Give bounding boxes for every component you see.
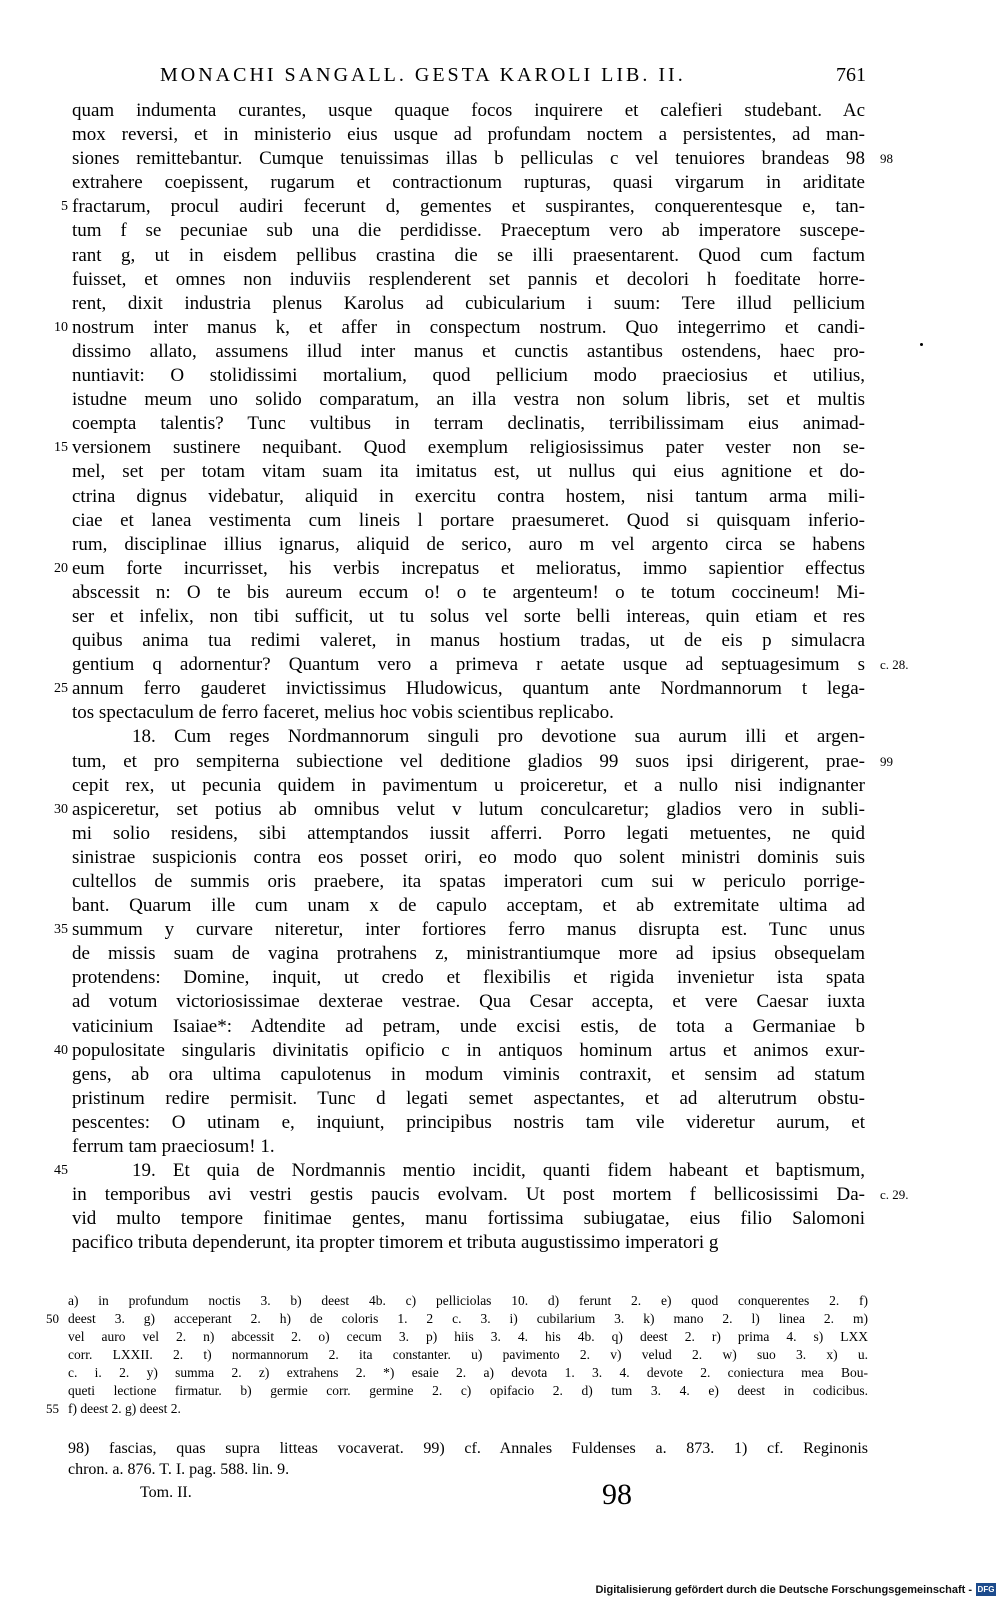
line-number: 55 xyxy=(46,1401,59,1416)
margin-note: c. 28. xyxy=(880,657,909,673)
text-line xyxy=(72,1063,865,1087)
text-line xyxy=(54,1039,865,1063)
footnote-line xyxy=(46,1310,868,1328)
text-line xyxy=(72,340,865,364)
margin-note: 99 xyxy=(880,753,893,769)
line-number: 30 xyxy=(54,801,68,817)
line-text: rum, disciplinae illius ignarus, aliquid de serico, auro m vel argento circa se habens xyxy=(72,533,865,555)
line-text: annum ferro gauderet invictissimus Hludowicus, quantum ante Nordmannorum t lega- xyxy=(72,678,865,700)
footnote-text: a) in profundum noctis 3. b) deest 4b. c) pelliciolas 10. d) ferunt 2. e) quod conquerentes 2. f) xyxy=(68,1293,868,1308)
text-line xyxy=(72,460,865,484)
line-text: nostrum inter manus k, et affer in conspectum nostrum. Quo integerrimo et candi- xyxy=(72,316,865,338)
text-line xyxy=(72,171,865,195)
text-line xyxy=(72,1231,865,1255)
line-text: cultellos de summis oris praebere, ita spatas imperatori cum sui w periculo porrige- xyxy=(72,871,865,892)
line-text: populositate singularis divinitatis opificio c in antiquos hominum artus et animos exur- xyxy=(72,1039,865,1061)
line-text: istudne meum uno solido comparatum, an illa vestra non solum libris, set et multis xyxy=(72,389,865,411)
text-line xyxy=(72,990,865,1014)
line-number: 5 xyxy=(61,199,68,215)
line-number: 45 xyxy=(54,1163,68,1179)
line-text: vaticinium Isaiae*: Adtendite ad petram, unde excisi estis, de tota a Germaniae b xyxy=(72,1015,865,1037)
line-text: quibus anima tua redimi valeret, in manus hostium tradas, ut de eis p simulacra xyxy=(72,630,865,652)
text-line xyxy=(72,750,893,774)
note-text: chron. a. 876. T. I. pag. 588. lin. 9. xyxy=(68,1461,290,1478)
text-line xyxy=(72,605,865,629)
footnote-line xyxy=(46,1400,868,1418)
line-text: quam indumenta curantes, usque quaque focos inquirere et calefieri studebant. Ac xyxy=(72,100,865,121)
text-line xyxy=(72,1183,909,1207)
text-line xyxy=(72,966,865,990)
footnote-text: deest 3. g) acceperant 2. h) de coloris 1. 2 c. 3. i) cubilarium 3. k) mano 2. l) linea 2. m) xyxy=(68,1311,868,1326)
text-line xyxy=(72,1111,865,1135)
footnote-line xyxy=(68,1382,868,1400)
text-line xyxy=(72,1207,865,1231)
text-line xyxy=(72,292,865,316)
text-line xyxy=(61,195,865,219)
line-text: mox reversi, et in ministerio eius usque ad profundam noctem a persistentes, ad man- xyxy=(72,124,865,146)
note-line xyxy=(68,1438,868,1459)
footnote-text: corr. LXXII. 2. t) normannorum 2. ita constanter. u) pavimento 2. v) velud 2. w) suo 3. x) u. xyxy=(68,1347,868,1362)
line-number: 25 xyxy=(54,681,68,697)
line-text: tos spectaculum de ferro faceret, melius hoc vobis scientibus replicabo. xyxy=(72,702,614,724)
line-text: rant g, ut in eisdem pellibus crastina die se illi praesentarent. Quod cum factum xyxy=(72,244,865,266)
text-line xyxy=(72,147,893,171)
line-text: 19. Et quia de Nordmannis mentio incidit, quanti fidem habeant et baptismum, xyxy=(132,1160,865,1182)
line-text: vid multo tempore finitimae gentes, manu fortissima subiugatae, eius filio Salomoni xyxy=(72,1208,865,1230)
line-number: 50 xyxy=(46,1311,59,1326)
margin-note: 98 xyxy=(880,151,893,167)
credit-text: Digitalisierung gefördert durch die Deutsche Forschungsgemeinschaft - xyxy=(595,1584,972,1596)
line-text: summum y curvare niteretur, inter fortiores ferro manus disrupta est. Tunc unus xyxy=(72,919,865,941)
text-line xyxy=(72,870,865,894)
footnote-text: c. i. 2. y) summa 2. z) extrahens 2. *) esaie 2. a) devota 1. 3. 4. devote 2. coniectura mea Bou- xyxy=(68,1365,868,1380)
text-line xyxy=(72,701,865,725)
note-line xyxy=(68,1459,868,1480)
text-line xyxy=(72,1087,865,1111)
text-line xyxy=(54,1159,865,1183)
text-line xyxy=(72,388,865,412)
line-text: de missis suam de vagina protrahens z, ministrantiumque more ad ipsius obsequelam xyxy=(72,943,865,965)
running-header xyxy=(0,62,1000,92)
line-text: mi solio residens, sibi attemptandos iussit afferri. Porro legati metuentes, ne quid xyxy=(72,822,865,844)
text-line xyxy=(54,677,865,701)
note-text: 98) fascias, quas supra litteas vocaverat. 99) cf. Annales Fuldenses a. 873. 1) cf. Reginonis xyxy=(68,1440,868,1457)
footnote-text: vel auro vel 2. n) abcessit 2. o) cecum 3. p) hiis 3. 4. his 4b. q) deest 2. r) prima 4. s) LXX xyxy=(68,1329,868,1344)
line-number: 20 xyxy=(54,560,68,576)
line-number: 15 xyxy=(54,440,68,456)
text-line xyxy=(54,918,865,942)
text-line xyxy=(72,629,865,653)
text-line xyxy=(72,509,865,533)
signature-mark: 98 xyxy=(602,1478,632,1511)
footnote-text: queti lectione firmatur. b) germie corr. germine 2. c) opifacio 2. d) tum 3. 4. e) deest in codicibus. xyxy=(68,1383,868,1398)
text-line xyxy=(54,316,865,340)
line-text: tum f se pecuniae sub una die perdidisse. Praeceptum vero ab imperatore suscepe- xyxy=(72,220,865,242)
line-text: extrahere coepissent, rugarum et contractionum rupturas, quasi virgarum in ariditate xyxy=(72,172,865,194)
header-title: MONACHI SANGALL. GESTA KAROLI LIB. II. xyxy=(160,64,686,86)
line-text: pescentes: O utinam e, inquiunt, principibus nostris tam vile videretur aurum, et xyxy=(72,1111,865,1133)
line-text: pristinum redire permisit. Tunc d legati semet aspectantes, et ad alterutrum obstu- xyxy=(72,1087,865,1109)
footnote-text: f) deest 2. g) deest 2. xyxy=(68,1401,181,1416)
critical-apparatus xyxy=(46,1292,868,1418)
line-text: ser et infelix, non tibi sufficit, ut tu solus vel sorte belli intereas, quin etiam et res xyxy=(72,605,865,627)
text-line xyxy=(72,774,865,798)
text-line xyxy=(72,894,865,918)
page-number: 761 xyxy=(836,64,866,86)
line-text: dissimo allato, assumens illud inter manus et cunctis astantibus ostendens, haec pro- xyxy=(72,340,865,362)
line-text: 18. Cum reges Nordmannorum singuli pro devotione sua aurum illi et argen- xyxy=(132,726,865,748)
text-line xyxy=(72,653,909,677)
line-text: bant. Quarum ille cum unam x de capulo acceptam, et ab extremitate ultima ad xyxy=(72,895,865,917)
credit-bar xyxy=(0,1580,1000,1601)
line-text: coempta talentis? Tunc vultibus in terram declinatis, terribilissimam eius animad- xyxy=(72,413,865,435)
text-line xyxy=(72,581,865,605)
line-text: fuisset, et omnes non induviis resplenderent set pannis et decolori h foeditate horre- xyxy=(72,268,865,290)
text-line xyxy=(54,798,865,822)
dfg-logo-icon: DFG xyxy=(977,1585,995,1594)
text-line xyxy=(72,364,865,388)
line-text: ferrum tam praeciosum! 1. xyxy=(72,1136,275,1158)
line-text: ciae et lanea vestimenta cum lineis l portare praesumeret. Quod si quisquam inferio- xyxy=(72,509,865,531)
line-text: fractarum, procul audiri fecerunt d, gementes et suspirantes, conquerentesque e, tan- xyxy=(72,196,865,218)
main-text xyxy=(54,99,909,1256)
text-line xyxy=(54,436,865,460)
line-text: gens, ab ora ultima capulotenus in modum viminis contraxit, et sensim ad statum xyxy=(72,1063,865,1085)
line-text: mel, set per totam vitam suam ita imitatus est, ut nullus qui eius agnitione et do- xyxy=(72,461,865,483)
text-line xyxy=(54,557,865,581)
line-text: ctrina dignus videbatur, aliquid in exercitu contra hostem, nisi tantum arma mili- xyxy=(72,485,865,507)
text-line xyxy=(72,725,865,749)
line-text: versionem sustinere nequibant. Quod exemplum religiosissimus pater vester non se- xyxy=(72,437,865,459)
footnote-line xyxy=(68,1364,868,1382)
tome-label: Tom. II. xyxy=(140,1484,192,1501)
text-line xyxy=(72,1015,865,1039)
line-text: rent, dixit industria plenus Karolus ad cubicularium i suum: Tere illud pellicium xyxy=(72,292,865,314)
line-number: 35 xyxy=(54,922,68,938)
text-line xyxy=(72,219,865,243)
footnote-line xyxy=(68,1292,868,1310)
text-line xyxy=(72,942,865,966)
text-line xyxy=(72,1135,865,1159)
footnote-line xyxy=(68,1328,868,1346)
line-text: tum, et pro sempiterna subiectione vel deditione gladios 99 suos ipsi dirigerent, prae- xyxy=(72,750,865,772)
line-text: abscessit n: O te bis aureum eccum o! o te argenteum! o te totum coccineum! Mi- xyxy=(72,581,865,603)
line-text: ad votum victoriosissimae dexterae vestrae. Qua Cesar accepta, et vere Caesar iuxta xyxy=(72,991,865,1013)
text-line xyxy=(72,846,865,870)
text-line xyxy=(72,99,865,123)
editorial-notes xyxy=(68,1438,868,1480)
line-text: sinistrae suspicionis contra eos posset oriri, eo modo quo solent ministri dominis suis xyxy=(72,846,865,868)
line-text: protendens: Domine, inquit, ut credo et flexibilis et rigida invenietur ista spata xyxy=(72,967,865,989)
text-line xyxy=(72,822,865,846)
footnote-line xyxy=(68,1346,868,1364)
text-line xyxy=(72,268,865,292)
line-text: pacifico tributa dependerunt, ita propter timorem et tributa augustissimo imperatori g xyxy=(72,1232,719,1254)
margin-note: c. 29. xyxy=(880,1187,909,1203)
line-number: 40 xyxy=(54,1042,68,1058)
line-text: cepit rex, ut pecunia quidem in pavimentum u proiceretur, et a nullo nisi indignanter xyxy=(72,774,865,796)
text-line xyxy=(72,485,865,509)
text-line xyxy=(72,533,865,557)
text-line xyxy=(72,412,865,436)
line-text: siones remittebantur. Cumque tenuissimas illas b pelliculas c vel tenuiores brandeas 98 xyxy=(72,148,865,170)
line-text: gentium q adornentur? Quantum vero a primeva r aetate usque ad septuagesimum s xyxy=(72,654,865,676)
line-text: aspiceretur, set potius ab omnibus velut v lutum conculcaretur; gladios vero in subli- xyxy=(72,798,865,820)
text-line xyxy=(72,123,865,147)
text-line xyxy=(72,244,865,268)
line-text: in temporibus avi vestri gestis paucis evolvam. Ut post mortem f bellicosissimi Da- xyxy=(72,1184,865,1206)
line-number: 10 xyxy=(54,319,68,335)
line-text: eum forte incurrisset, his verbis increpatus et melioratus, immo sapientior effectus xyxy=(72,557,865,579)
speck xyxy=(920,343,923,346)
line-text: nuntiavit: O stolidissimi mortalium, quod pellicium modo praeciosius et utilius, xyxy=(72,365,865,387)
